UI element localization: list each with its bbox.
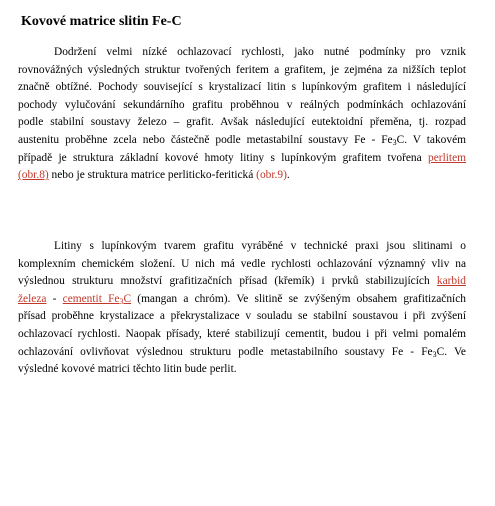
link-obr-8[interactable]: (obr.8) (18, 169, 49, 182)
text-run: . (286, 169, 290, 182)
paragraph-line: pochody vylučování sekundárního grafitu proběhnou v reálných podmínkách ochlazování (18, 98, 466, 111)
paragraph-line: Dodržení velmi nízké ochlazovací rychlosti, jako nutné podmínky pro vznik (54, 46, 466, 58)
subscript: 3 (432, 349, 437, 359)
text-run: - (46, 292, 63, 305)
text-run: ochlazování ovlivňovat výslednou strukturu podle metastabilního soustavy Fe - Fe (18, 345, 433, 358)
text-run: (mangan a chróm). Ve slitině se zvýšeným obsahem grafitizačních (131, 292, 466, 305)
link-text: C (123, 292, 132, 305)
text-run: nebo je struktura matrice perliticko-feritická (48, 169, 257, 182)
paragraph-line (18, 273, 466, 291)
paragraph-2 (18, 238, 466, 379)
subscript: 3 (392, 137, 397, 147)
paragraph-line: výsledné kovové matrici těchto litin bude perlit. (18, 363, 237, 376)
link-obr-9[interactable]: (obr.9) (256, 169, 287, 182)
paragraph-line: rovnovážných výsledných struktur tvořených feritem a grafitem, je zejména za nižších teplot (18, 63, 466, 76)
text-run: austenitu proběhne zcela nebo částečně podle metastabilní soustavy Fe - Fe (18, 133, 393, 146)
paragraph-line: komplexním chemickém složení. U nich má vedle rychlosti ochlazování významný vliv na (18, 257, 466, 270)
link-text: cementit Fe (62, 292, 120, 305)
text-run: C. Ve (436, 345, 466, 358)
text-run: C. V takovém (396, 133, 466, 146)
paragraph-line (18, 132, 466, 150)
paragraph-line (18, 150, 466, 168)
text-run: případě je struktura základní kovové hmoty litiny s lupínkovým grafitem tvořena (18, 151, 429, 164)
text-run: výslednou strukturu množství grafitizačních přísad (křemík) i prvků stabilizujících (18, 275, 437, 288)
paragraph-line: podle stabilní soustavy železo – grafit. Avšak následující eutektoidní přeměna, tj. rozpad (18, 116, 466, 129)
paragraph-line: značně obtížné. Pochody související s krystalizací litin s lupínkovým grafitem i následující (18, 81, 466, 94)
link-karbid[interactable]: karbid (436, 275, 466, 288)
paragraph-1 (18, 44, 466, 185)
paragraph-line: Litiny s lupínkovým tvarem grafitu vyráběné v technické praxi jsou slitinami o (54, 240, 466, 252)
link-cementit[interactable] (63, 293, 131, 305)
paragraph-line (18, 344, 466, 362)
subscript: 3 (119, 296, 124, 306)
paragraph-line: přísad proběhne krystalizace a překrystalizace v souladu se stabilní soustavou i při zvýšení (18, 310, 466, 323)
paragraph-line (18, 167, 466, 185)
link-zeleza[interactable]: železa (18, 292, 47, 305)
link-perlitem[interactable]: perlitem (428, 151, 466, 164)
paragraph-line (18, 291, 466, 309)
document-title: Kovové matrice slitin Fe-C (21, 14, 182, 29)
paragraph-line: ochlazovací rychlosti. Naopak přísady, které stabilizují cementit, budou i při velmi pomalém (18, 327, 466, 340)
